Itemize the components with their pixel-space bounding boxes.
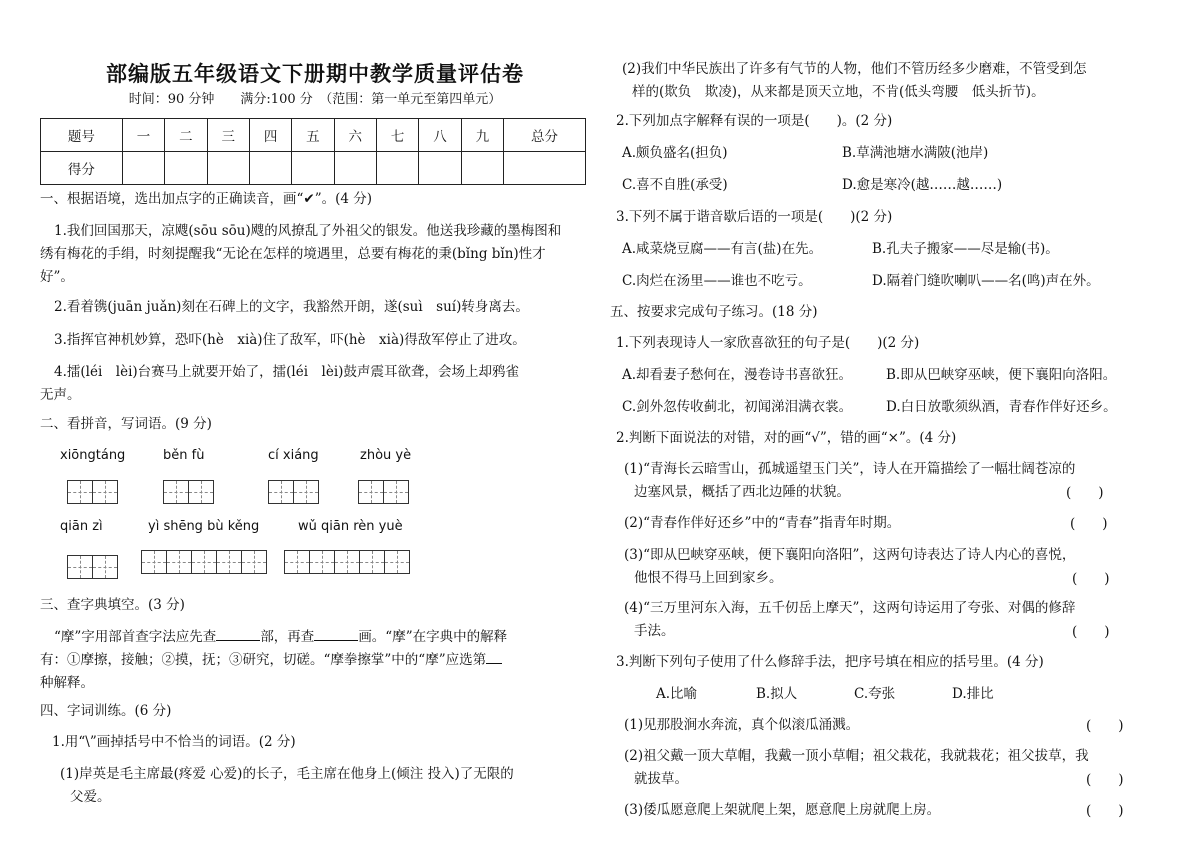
s4-q1: 1.用“\”画掉括号中不恰当的词语。(2 分) bbox=[52, 734, 296, 750]
option[interactable]: B.即从巴峡穿巫峡，便下襄阳向洛阳。 bbox=[886, 367, 1117, 383]
score-header-cell: 七 bbox=[376, 119, 418, 152]
s5-q3-3: (3)倭瓜愿意爬上架就爬上架，愿意爬上房就爬上房。 bbox=[624, 802, 941, 818]
pinyin-label: cí xiáng bbox=[268, 448, 319, 463]
s4-q1-2-line1: (2)我们中华民族出了许多有气节的人物，他们不管历经多少磨难，不管受到怎 bbox=[622, 61, 1087, 77]
score-cell[interactable] bbox=[207, 152, 249, 185]
s5-q2-3-line2: 他恨不得马上回到家乡。 bbox=[634, 570, 783, 586]
score-header-cell: 一 bbox=[122, 119, 164, 152]
s1-q2: 2.看着镌(juān juǎn)刻在石碑上的文字，我豁然开朗，遂(suì suí)转身离去。 bbox=[54, 299, 529, 315]
s4-q1-2-line2: 样的(欺负 欺凌)，从来都是顶天立地，不肯(低头弯腰 低头折节)。 bbox=[632, 84, 1045, 100]
option[interactable]: A.咸菜烧豆腐——有言(盐)在先。 bbox=[622, 241, 823, 257]
writing-grid[interactable] bbox=[67, 555, 118, 579]
option[interactable]: D.隔着门缝吹喇叭——名(鸣)声在外。 bbox=[872, 273, 1100, 289]
option[interactable]: A.颇负盛名(担负) bbox=[622, 145, 728, 161]
score-header-cell: 题号 bbox=[41, 119, 123, 152]
s1-q1-line3: 好”。 bbox=[40, 269, 74, 285]
pinyin-label: wǔ qiān rèn yuè bbox=[298, 519, 403, 534]
s5-q2-1-line1: (1)“青海长云暗雪山，孤城遥望玉门关”，诗人在开篇描绘了一幅壮阔苍凉的 bbox=[624, 461, 1076, 477]
writing-grid[interactable] bbox=[268, 480, 319, 504]
pinyin-label: qiān zì bbox=[60, 519, 103, 534]
s5-q2-3-line1: (3)“即从巴峡穿巫峡，便下襄阳向洛阳”，这两句诗表达了诗人内心的喜悦， bbox=[624, 547, 1076, 563]
s5-q1: 1.下列表现诗人一家欣喜欲狂的句子是( )(2 分) bbox=[616, 335, 920, 351]
answer-paren[interactable]: ( ) bbox=[1086, 803, 1124, 819]
fill-blank[interactable] bbox=[314, 626, 358, 641]
pinyin-label: xiōngtáng bbox=[60, 448, 126, 463]
section-4-heading: 四、字词训练。(6 分) bbox=[40, 703, 172, 719]
score-cell[interactable] bbox=[376, 152, 418, 185]
answer-paren[interactable]: ( ) bbox=[1086, 718, 1124, 734]
writing-grid[interactable] bbox=[67, 480, 118, 504]
score-header-cell: 五 bbox=[292, 119, 334, 152]
option[interactable]: D.白日放歌须纵酒，青春作伴好还乡。 bbox=[886, 399, 1117, 415]
s3-line1 bbox=[54, 626, 507, 648]
score-cell[interactable] bbox=[419, 152, 461, 185]
s5-q2-4-line2: 手法。 bbox=[634, 623, 675, 639]
writing-grid[interactable] bbox=[284, 550, 410, 574]
answer-paren[interactable]: ( ) bbox=[1070, 516, 1108, 532]
score-header-cell: 二 bbox=[165, 119, 207, 152]
score-header-cell: 四 bbox=[249, 119, 291, 152]
s3-line2 bbox=[40, 649, 502, 671]
answer-paren[interactable]: ( ) bbox=[1086, 772, 1124, 788]
pinyin-label: zhòu yè bbox=[360, 448, 412, 463]
s5-q3-2-line1: (2)祖父戴一顶大草帽，我戴一顶小草帽；祖父栽花，我就栽花；祖父拔草，我 bbox=[624, 748, 1089, 764]
s1-q3: 3.指挥官神机妙算，恐吓(hè xià)住了敌军，吓(hè xià)得敌军停止了进攻。 bbox=[54, 332, 526, 348]
option[interactable]: C.喜不自胜(承受) bbox=[622, 177, 728, 193]
writing-grid[interactable] bbox=[141, 550, 267, 574]
section-1-heading: 一、根据语境，选出加点字的正确读音，画“✔”。(4 分) bbox=[40, 191, 373, 207]
answer-paren[interactable]: ( ) bbox=[1066, 485, 1104, 501]
s4-q1-1-line2: 父爱。 bbox=[70, 789, 111, 805]
score-header-cell: 八 bbox=[419, 119, 461, 152]
option[interactable]: B.草满池塘水满陂(池岸) bbox=[842, 145, 989, 161]
option[interactable]: C.肉烂在汤里——谁也不吃亏。 bbox=[622, 273, 812, 289]
s5-q2-2: (2)“青春作伴好还乡”中的“青春”指青年时期。 bbox=[624, 515, 901, 531]
exam-info: 时间：90 分钟 满分:100 分 （范围：第一单元至第四单元） bbox=[128, 92, 502, 107]
score-header-cell: 六 bbox=[334, 119, 376, 152]
score-row-label: 得分 bbox=[41, 152, 123, 185]
section-2-heading: 二、看拼音，写词语。(9 分) bbox=[40, 416, 212, 432]
rhetoric-option: C.夸张 bbox=[854, 686, 896, 702]
s5-q3-2-line2: 就拔草。 bbox=[634, 771, 688, 787]
score-table-header-row bbox=[41, 119, 586, 152]
s1-q4-line2: 无声。 bbox=[40, 387, 81, 403]
section-5-heading: 五、按要求完成句子练习。(18 分) bbox=[610, 304, 818, 320]
page-title: 部编版五年级语文下册期中教学质量评估卷 bbox=[106, 61, 524, 86]
s5-q2-4-line1: (4)“三万里河东入海，五千仞岳上摩天”，这两句诗运用了夸张、对偶的修辞 bbox=[624, 600, 1076, 616]
pinyin-label: yì shēng bù kěng bbox=[148, 519, 260, 534]
answer-paren[interactable]: ( ) bbox=[1072, 624, 1110, 640]
score-cell[interactable] bbox=[334, 152, 376, 185]
s1-q4-line1: 4.擂(léi lèi)台赛马上就要开始了，擂(léi lèi)鼓声震耳欲聋，会场上却鸦雀 bbox=[54, 364, 519, 380]
s4-q1-1-line1: (1)岸英是毛主席最(疼爱 心爱)的长子，毛主席在他身上(倾注 投入)了无限的 bbox=[60, 766, 514, 782]
score-cell[interactable] bbox=[122, 152, 164, 185]
score-cell[interactable] bbox=[249, 152, 291, 185]
s5-q2-1-line2: 边塞风景，概括了西北边陲的状貌。 bbox=[634, 484, 850, 500]
option[interactable]: C.剑外忽传收蓟北，初闻涕泪满衣裳。 bbox=[622, 399, 853, 415]
score-cell[interactable] bbox=[292, 152, 334, 185]
rhetoric-option: A.比喻 bbox=[656, 686, 698, 702]
fill-blank[interactable] bbox=[216, 626, 260, 641]
score-table bbox=[40, 118, 586, 185]
writing-grid[interactable] bbox=[358, 480, 409, 504]
section-3-heading: 三、查字典填空。(3 分) bbox=[40, 597, 185, 613]
score-cell[interactable] bbox=[461, 152, 503, 185]
answer-paren[interactable]: ( ) bbox=[1072, 571, 1110, 587]
score-header-cell: 三 bbox=[207, 119, 249, 152]
s3-text: “摩”字用部首查字法应先查 bbox=[54, 629, 217, 645]
rhetoric-option: D.排比 bbox=[952, 686, 994, 702]
fill-blank[interactable] bbox=[486, 649, 502, 664]
score-header-cell: 九 bbox=[461, 119, 503, 152]
s5-q2: 2.判断下面说法的对错，对的画“√”，错的画“×”。(4 分) bbox=[616, 430, 957, 446]
s3-line3: 种解释。 bbox=[40, 675, 94, 691]
s5-q3: 3.判断下列句子使用了什么修辞手法，把序号填在相应的括号里。(4 分) bbox=[616, 654, 1044, 670]
s5-q3-1: (1)见那股涧水奔流，真个似滚瓜涌溅。 bbox=[624, 717, 860, 733]
score-cell[interactable] bbox=[165, 152, 207, 185]
score-header-cell: 总分 bbox=[504, 119, 586, 152]
score-cell[interactable] bbox=[504, 152, 586, 185]
rhetoric-option: B.拟人 bbox=[756, 686, 798, 702]
s4-q2: 2.下列加点字解释有误的一项是( )。(2 分) bbox=[616, 113, 893, 129]
s1-q1-line1: 1.我们回国那天，凉飕(sōu sōu)飕的风撩乱了外祖父的银发。他送我珍藏的墨梅图和 bbox=[54, 223, 562, 239]
s3-text: 画。“摩”在字典中的解释 bbox=[358, 629, 508, 645]
s3-text: 有：①摩擦，接触；②摸，抚；③研究，切磋。“摩拳擦掌”中的“摩”应选第 bbox=[40, 652, 487, 668]
pinyin-label: běn fù bbox=[163, 448, 205, 463]
s4-q3: 3.下列不属于谐音歇后语的一项是( )(2 分) bbox=[616, 209, 893, 225]
option[interactable]: D.愈是寒冷(越……越……) bbox=[842, 177, 1003, 193]
writing-grid[interactable] bbox=[163, 480, 214, 504]
s3-text: 部，再查 bbox=[260, 629, 315, 645]
option[interactable]: A.却看妻子愁何在，漫卷诗书喜欲狂。 bbox=[622, 367, 853, 383]
score-table-score-row bbox=[41, 152, 586, 185]
option[interactable]: B.孔夫子搬家——尽是输(书)。 bbox=[872, 241, 1059, 257]
s1-q1-line2: 绣有梅花的手绢，时刻提醒我“无论在怎样的境遇里，总要有梅花的秉(bǐng bǐn)性才 bbox=[40, 246, 546, 262]
